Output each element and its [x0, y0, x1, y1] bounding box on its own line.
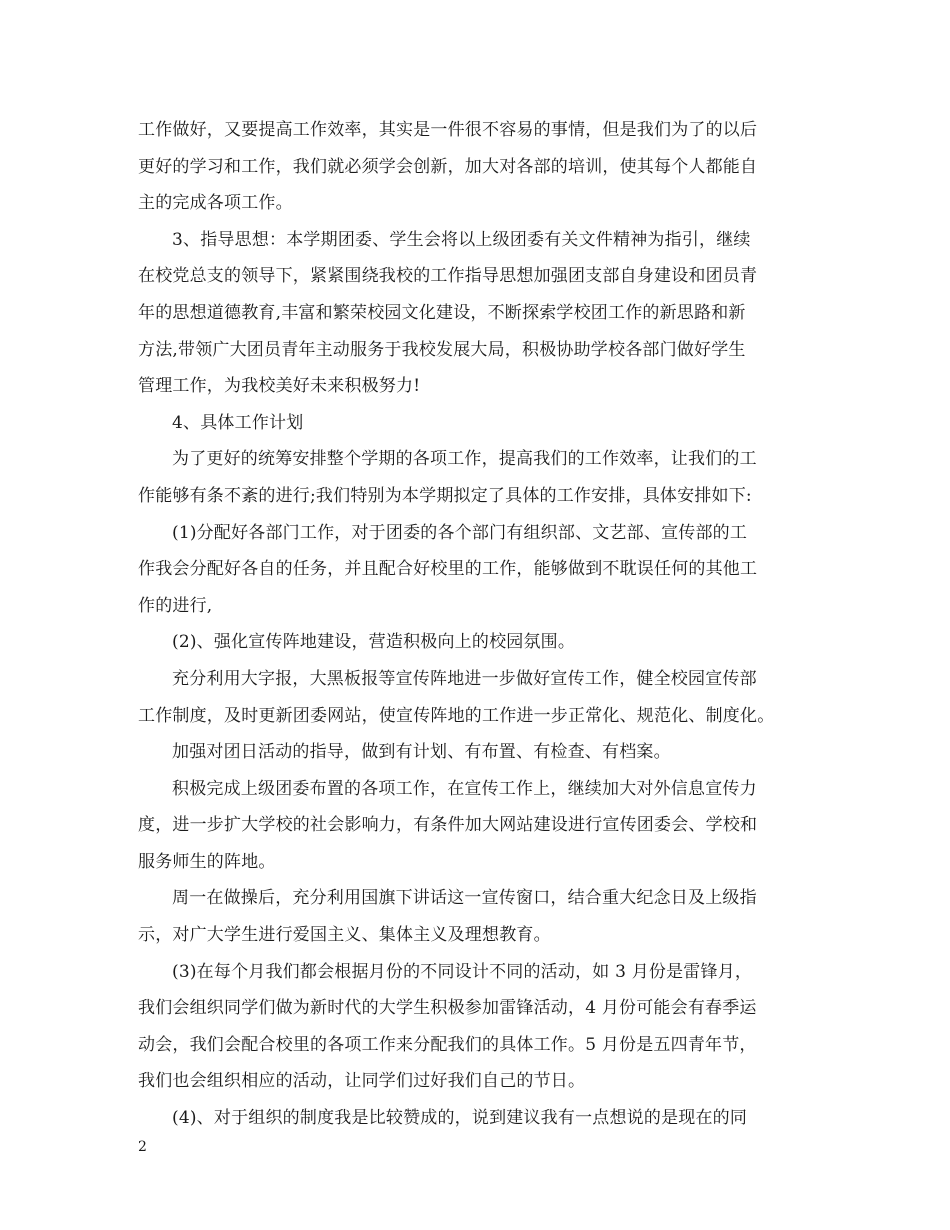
text-line: 工作做好，又要提高工作效率，其实是一件很不容易的事情，但是我们为了的以后: [138, 120, 758, 140]
text-line: 为了更好的统筹安排整个学期的各项工作，提高我们的工作效率，让我们的工: [172, 449, 757, 470]
text-line: 管理工作，为我校美好未来积极努力!: [138, 376, 421, 397]
text-line: 方法,带领广大团员青年主动服务于我校发展大局，积极协助学校各部门做好学生: [138, 339, 746, 360]
text-line: (2)、强化宣传阵地建设，营造积极向上的校园氛围。: [172, 632, 576, 653]
text-line: 我们也会组织相应的活动，让同学们过好我们自己的节日。: [138, 1071, 586, 1092]
text-line: 作的进行,: [138, 595, 213, 616]
text-line: 充分利用大字报，大黑板报等宣传阵地进一步做好宣传工作，健全校园宣传部: [172, 668, 757, 689]
text-line: 4、具体工作计划: [172, 412, 304, 433]
text-line: 周一在做操后，充分利用国旗下讲话这一宣传窗口，结合重大纪念日及上级指: [172, 888, 757, 909]
text-line: 加强对团日活动的指导，做到有计划、有布置、有检查、有档案。: [172, 742, 671, 763]
text-line: 主的完成各项工作。: [138, 193, 293, 214]
text-line: (3)在每个月我们都会根据月份的不同设计不同的活动，如 3 月份是雷锋月，: [172, 961, 753, 982]
text-line: 工作制度，及时更新团委网站，使宣传阵地的工作进一步正常化、规范化、制度化。: [138, 705, 775, 726]
text-line: (1)分配好各部门工作，对于团委的各个部门有组织部、文艺部、宣传部的工: [172, 522, 748, 543]
text-line: 示，对广大学生进行爱国主义、集体主义及理想教育。: [138, 925, 551, 946]
text-line: 作能够有条不紊的进行;我们特别为本学期拟定了具体的工作安排，具体安排如下:: [138, 485, 752, 506]
document-body: [138, 112, 828, 1137]
text-line: 作我会分配好各自的任务，并且配合好校里的工作，能够做到不耽误任何的其他工: [138, 559, 758, 580]
text-line: 3、指导思想：本学期团委、学生会将以上级团委有关文件精神为指引，继续: [172, 229, 751, 250]
text-line: 在校党总支的领导下，紧紧围绕我校的工作指导思想加强团支部自身建设和团员青: [138, 266, 758, 287]
text-line: 积极完成上级团委布置的各项工作，在宣传工作上，继续加大对外信息宣传力: [172, 778, 757, 799]
text-line: 动会，我们会配合校里的各项工作来分配我们的具体工作。5 月份是五四青年节，: [138, 1034, 757, 1055]
text-line: 更好的学习和工作，我们就必须学会创新，加大对各部的培训，使其每个人都能自: [138, 156, 758, 177]
text-line: (4)、对于组织的制度我是比较赞成的，说到建议我有一点想说的是现在的同: [172, 1108, 748, 1129]
text-line: 我们会组织同学们做为新时代的大学生积极参加雷锋活动，4 月份可能会有春季运: [138, 998, 757, 1019]
text-line: 度，进一步扩大学校的社会影响力，有条件加大网站建设进行宣传团委会、学校和: [138, 815, 758, 836]
page-number: 2: [138, 1139, 147, 1155]
text-line: 年的思想道德教育,丰富和繁荣校园文化建设，不断探索学校团工作的新思路和新: [138, 302, 746, 323]
text-line: 服务师生的阵地。: [138, 851, 276, 872]
